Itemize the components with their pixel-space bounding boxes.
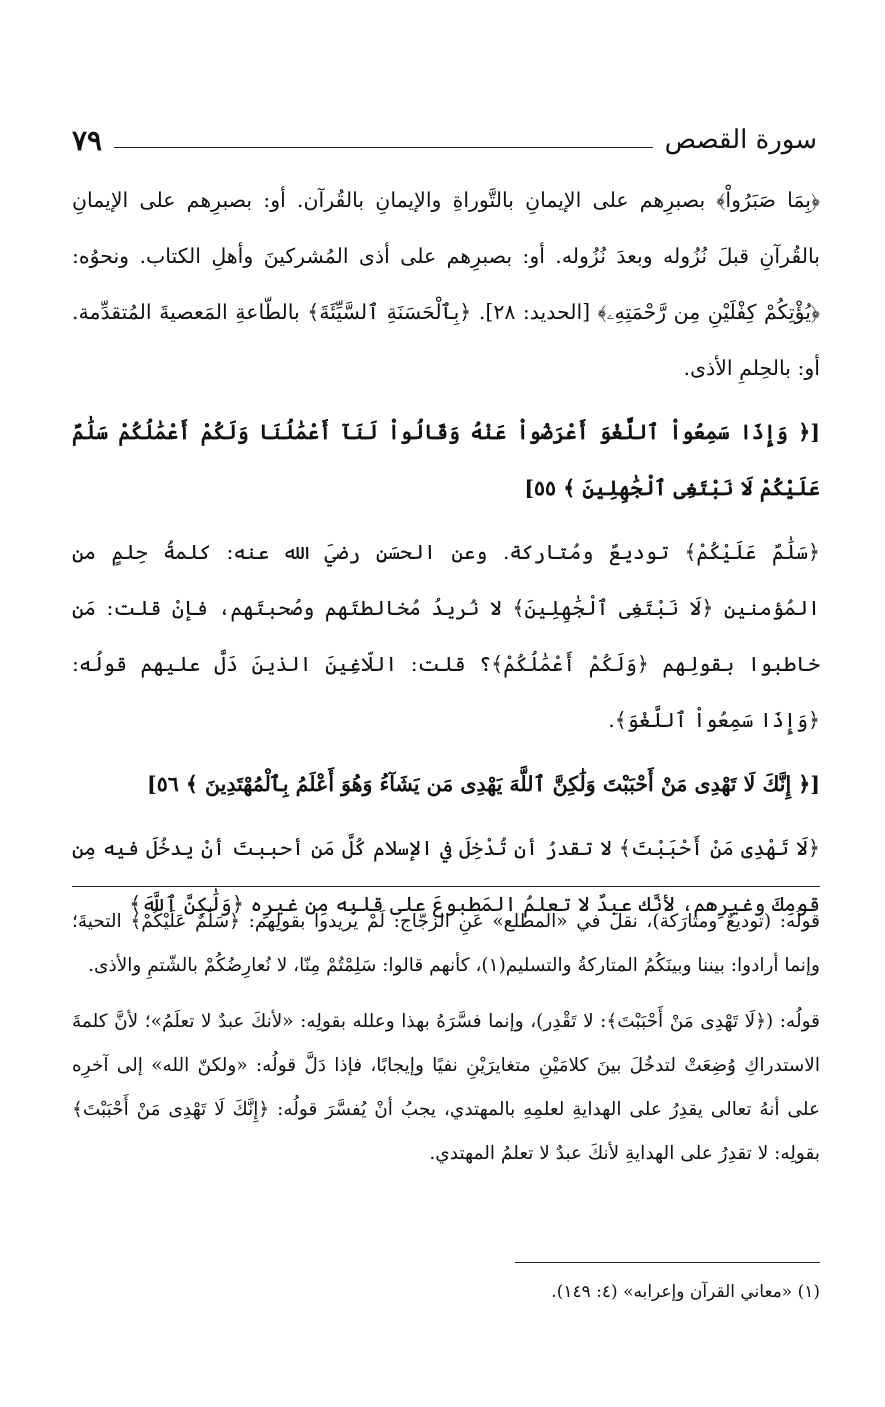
- commentary-separator: [72, 886, 820, 887]
- commentary-note: قولُه: (﴿لَا تَهْدِى مَنْ أَحْبَبْتَ﴾: لا تَقْدِر)، وإنما فسَّرَهُ بهذا وعلله بقولِه: «لأنكَ عبدٌ لا تعلَمُ»؛ لأنَّ كلمةَ الاستدراكِ وُضِعَتْ لتدخُلَ بينَ كلامَيْنِ متغايرَيْنِ نفيًا وإيجابًا، فإذا دَلَّ قولُه: «ولكنّ الله» إلى آخرِه على أنهُ تعالى يقدِرُ على الهدايةِ لعلمِهِ بالمهتدي، يجبُ أنْ يُفسَّرَ قولُه: ﴿إِنَّكَ لَا تَهْدِى مَنْ أَحْبَبْتَ﴾ بقولِه: لا تقدِرُ على الهدايةِ لأنكَ عبدٌ لا تعلمُ المهتدي.: [72, 1011, 820, 1164]
- tafsir-paragraph: ﴿لَا تَهْدِى مَنْ أَحْبَبْتَ﴾ لا تقدرُ أن تُدْخِلَ في الإسلام كُلَّ مَن أحببتَ أنْ يدخُلَ فيه مِن قومِكَ وغيرِهم، لأنَّك عبدٌ لا تعلمُ المَطبوعَ على قلبِه مِن غيرِه ﴿وَلَٰكِنَّ ٱللَّهَ﴾: [72, 836, 820, 916]
- surah-title: سورة القصص: [664, 125, 817, 155]
- footnote: (١) «معاني القرآن وإعرابه» (٤: ١٤٩).: [551, 1282, 820, 1302]
- verse-block: [﴿ إِنَّكَ لَا تَهْدِى مَنْ أَحْبَبْتَ وَلَٰكِنَّ ٱللَّهَ يَهْدِى مَن يَشَآءُ وَهُوَ أَعْلَمُ بِٱلْمُهْتَدِينَ ﴾ ٥٦]: [146, 772, 820, 796]
- commentary-section: [72, 900, 820, 1176]
- footnote-rule: [515, 1262, 820, 1263]
- commentary-note: قولُه: (توديعٌ ومتارَكة)، نقلَ في «المطلع» عَنِ الزجّاج: لَمْ يريدوا بقولِهم: ﴿سَلَٰمٌ عَلَيْكُمْ﴾ التحيةَ؛ وإنما أرادوا: بيننا وبينَكُمُ المتاركةُ والتسليم(١)، كأنهم قالوا: سَلِمْتُمْ مِنّا، لا نُعارِضُكُمْ بالشّتمِ والأذى.: [72, 911, 820, 976]
- header-rule: [114, 147, 653, 148]
- page-number: ٧٩: [72, 123, 103, 157]
- page-header: [72, 120, 817, 160]
- tafsir-paragraph: ﴿بِمَا صَبَرُواْ﴾ بصبرِهم على الإيمانِ بالتَّوراةِ والإيمانِ بالقُرآن. أو: بصبرِهم على الإيمانِ بالقُرآنِ قبلَ نُزُوله وبعدَ نُزُوله. أو: بصبرِهم على أذى المُشركينَ وأهلِ الكتاب. ونحوُه: ﴿يُؤْتِكُمْ كِفْلَيْنِ مِن رَّحْمَتِهِۦ﴾ [الحديد: ٢٨]. ﴿بِٱلْحَسَنَةِ ٱلسَّيِّئَةَ﴾ بالطّاعةِ المَعصيةَ المُتقدِّمة. أو: بالحِلمِ الأذى.: [72, 188, 821, 380]
- main-text: [72, 172, 820, 932]
- tafsir-paragraph: ﴿سَلَٰمٌ عَلَيْكُمْ﴾ توديعٌ ومُتاركة. وعن الحسَنِ رضيَ الله عنه: كلمةُ حِلمٍ من المُؤمنين ﴿لَا نَبْتَغِى ٱلْجَٰهِلِينَ﴾ لا نُريدُ مُخالطتَهم وصُحبتَهم، فإنْ قلت: مَن خاطبوا بقولِهم ﴿وَلَكُمْ أَعْمَٰلُكُمْ﴾؟ قلت: اللّاغِينَ الذينَ دَلَّ عليهم قولُه: ﴿وَإِذَا سَمِعُواْ ٱللَّغْوَ﴾.: [72, 540, 820, 732]
- verse-block: [﴿ وَإِذَا سَمِعُواْ ٱللَّغْوَ أَعْرَضُواْ عَنْهُ وَقَالُواْ لَنَآ أَعْمَٰلُنَا وَلَكُمْ أَعْمَٰلُكُمْ سَلَٰمٌ عَلَيْكُمْ لَا نَبْتَغِى ٱلْجَٰهِلِينَ ﴾ ٥٥]: [72, 420, 820, 500]
